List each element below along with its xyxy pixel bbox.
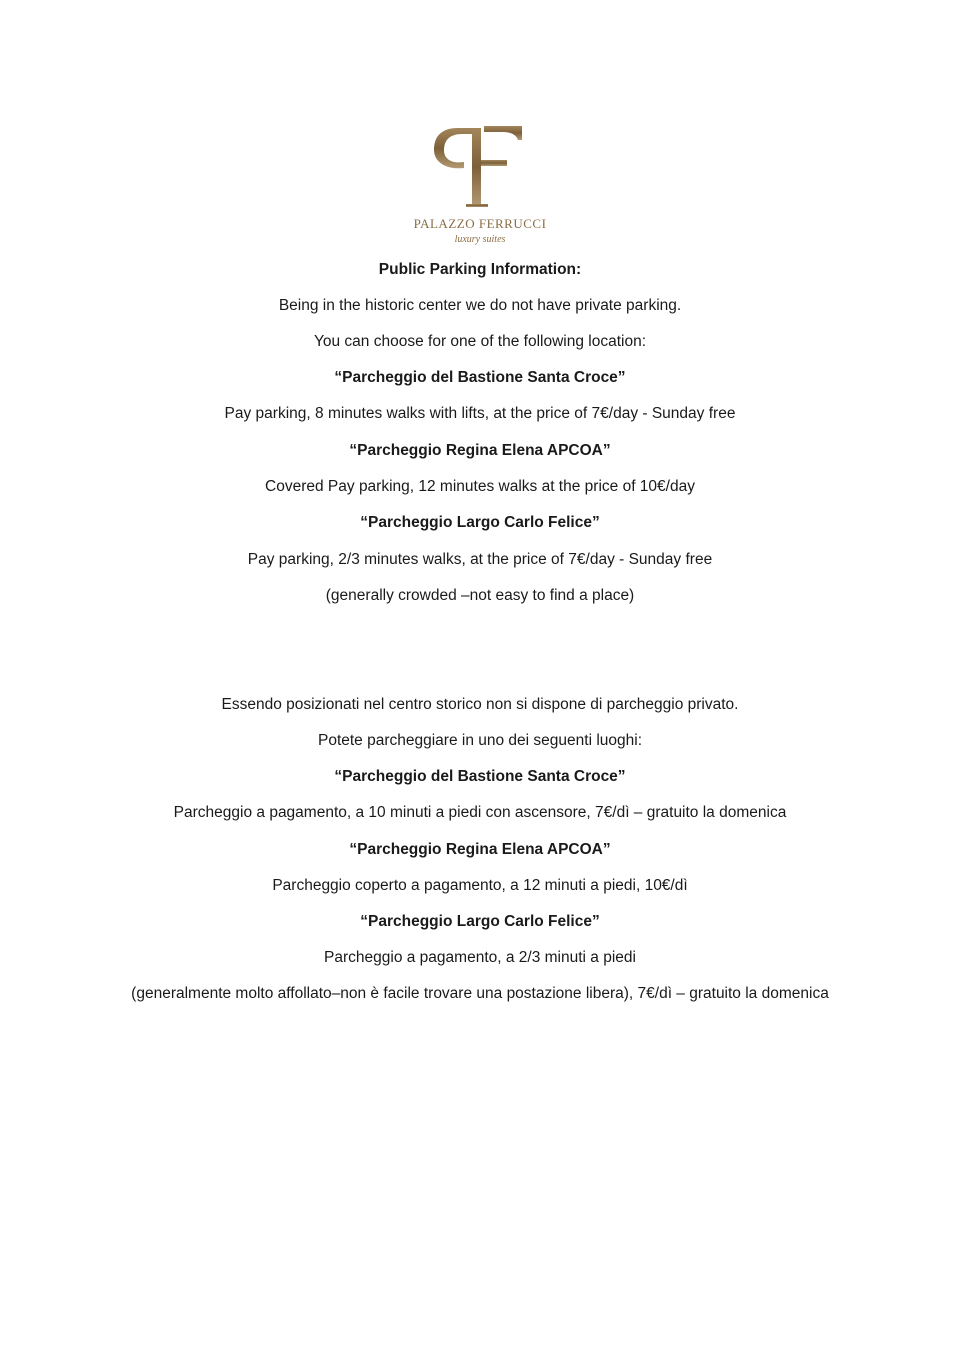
italian-parking-3-desc: Parcheggio a pagamento, a 2/3 minuti a piedi: [324, 949, 636, 966]
italian-parking-1-desc: Parcheggio a pagamento, a 10 minuti a piedi con ascensore, 7€/dì – gratuito la domenica: [173, 804, 787, 821]
pf-monogram-icon: [398, 118, 562, 248]
english-parking-3-note: (generally crowded –not easy to find a place): [325, 587, 635, 604]
english-intro: Being in the historic center we do not have private parking.: [278, 297, 682, 314]
logo-tagline-text: luxury suites: [454, 234, 506, 245]
palazzo-ferrucci-logo: [398, 118, 562, 248]
english-choose: You can choose for one of the following location:: [313, 333, 647, 350]
logo-brand-text: PALAZZO FERRUCCI: [413, 216, 547, 231]
italian-parking-3-note: (generalmente molto affollato–non è facile trovare una postazione libera), 7€/dì – gratuito la domenica: [131, 985, 829, 1002]
english-parking-2-name: “Parcheggio Regina Elena APCOA”: [349, 442, 611, 459]
page-title: Public Parking Information:: [378, 261, 582, 278]
italian-choose: Potete parcheggiare in uno dei seguenti luoghi:: [317, 732, 643, 749]
english-parking-3-desc: Pay parking, 2/3 minutes walks, at the price of 7€/day - Sunday free: [247, 551, 713, 568]
italian-parking-1-name: “Parcheggio del Bastione Santa Croce”: [334, 768, 626, 785]
italian-parking-3-name: “Parcheggio Largo Carlo Felice”: [360, 913, 600, 930]
italian-intro: Essendo posizionati nel centro storico non si dispone di parcheggio privato.: [221, 696, 739, 713]
english-parking-2-desc: Covered Pay parking, 12 minutes walks at the price of 10€/day: [265, 478, 695, 495]
english-parking-1-desc: Pay parking, 8 minutes walks with lifts, at the price of 7€/day - Sunday free: [224, 405, 736, 422]
english-parking-1-name: “Parcheggio del Bastione Santa Croce”: [334, 369, 626, 386]
italian-parking-2-name: “Parcheggio Regina Elena APCOA”: [349, 841, 611, 858]
italian-parking-2-desc: Parcheggio coperto a pagamento, a 12 minuti a piedi, 10€/dì: [272, 877, 688, 894]
english-parking-3-name: “Parcheggio Largo Carlo Felice”: [360, 514, 600, 531]
